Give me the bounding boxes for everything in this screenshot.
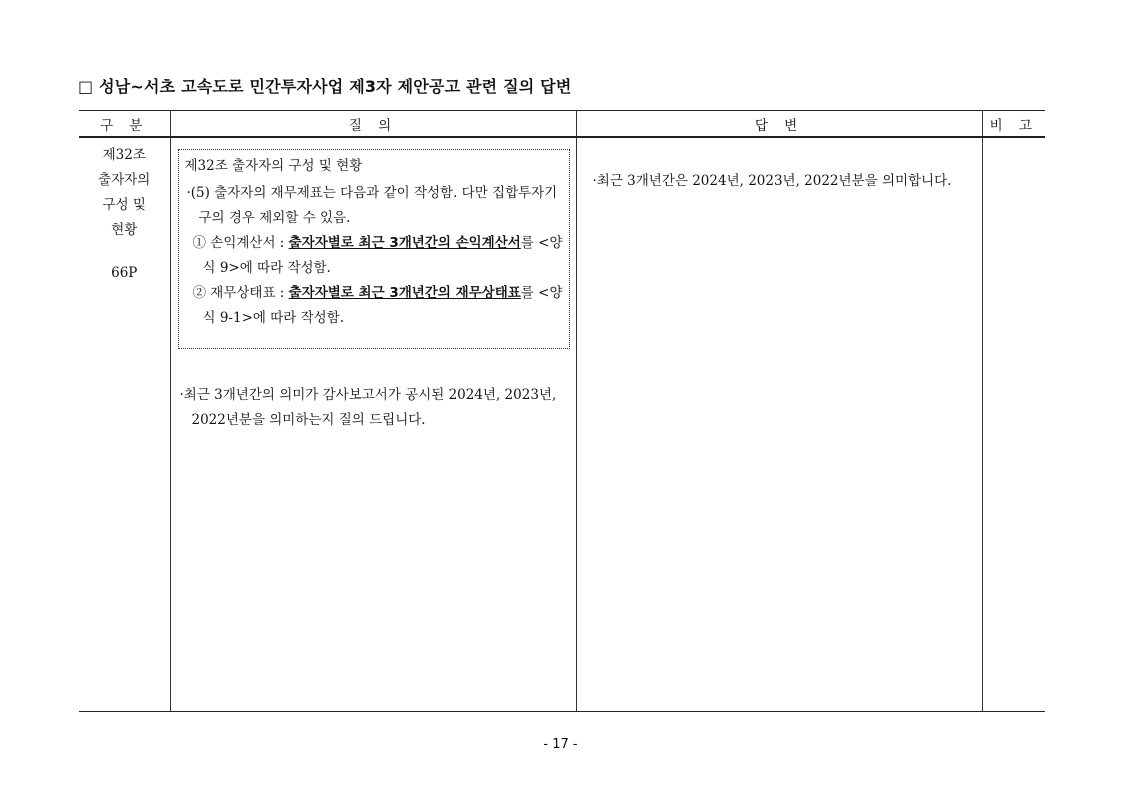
document-title: □ 성남~서초 고속도로 민간투자사업 제3자 제안공고 관련 질의 답변 (78, 77, 572, 96)
page-number: - 17 - (543, 737, 578, 752)
question-text: ·최근 3개년간의 의미가 감사보고서가 공시된 2024년, 2023년, 2022년분을 의미하는지 질의 드립니다. (179, 387, 557, 428)
category-line: 구성 및 (102, 197, 146, 213)
emphasis-text: 출자자별로 최근 3개년간의 손익계산서 (288, 235, 521, 251)
category-line: 현황 (111, 222, 138, 238)
clause-subitem-income-statement: ① 손익계산서 : 출자자별로 최근 3개년간의 손익계산서를 <양식 9>에 따라 작성함. (192, 235, 563, 276)
quoted-clause-box (178, 149, 570, 349)
header-question: 질 의 (170, 111, 576, 138)
header-category: 구 분 (79, 111, 170, 138)
header-note: 비 고 (982, 111, 1045, 138)
header-answer: 답 변 (576, 111, 982, 138)
qa-table (79, 110, 1045, 712)
answer-text: ·최근 3개년간은 2024년, 2023년, 2022년분을 의미합니다. (592, 173, 952, 189)
category-cell (79, 137, 170, 712)
table-row (79, 137, 1045, 712)
answer-cell (576, 137, 982, 712)
category-page-ref: 66P (111, 265, 138, 281)
question-cell (170, 137, 576, 712)
clause-subitem-balance-sheet: ② 재무상태표 : 출자자별로 최근 3개년간의 재무상태표를 <양식 9-1>에 따라 작성함. (192, 285, 563, 326)
category-line: 제32조 (102, 147, 146, 163)
clause-item: ·(5) 출자자의 재무제표는 다음과 같이 작성함. 다만 집합투자기구의 경우 제외할 수 있음. (186, 185, 558, 226)
emphasis-text: 출자자별로 최근 3개년간의 재무상태표 (288, 285, 521, 301)
category-line: 출자자의 (98, 172, 151, 188)
note-cell (982, 137, 1045, 712)
clause-heading: 제32조 출자자의 구성 및 현황 (184, 158, 363, 174)
table-header-row (79, 111, 1045, 138)
